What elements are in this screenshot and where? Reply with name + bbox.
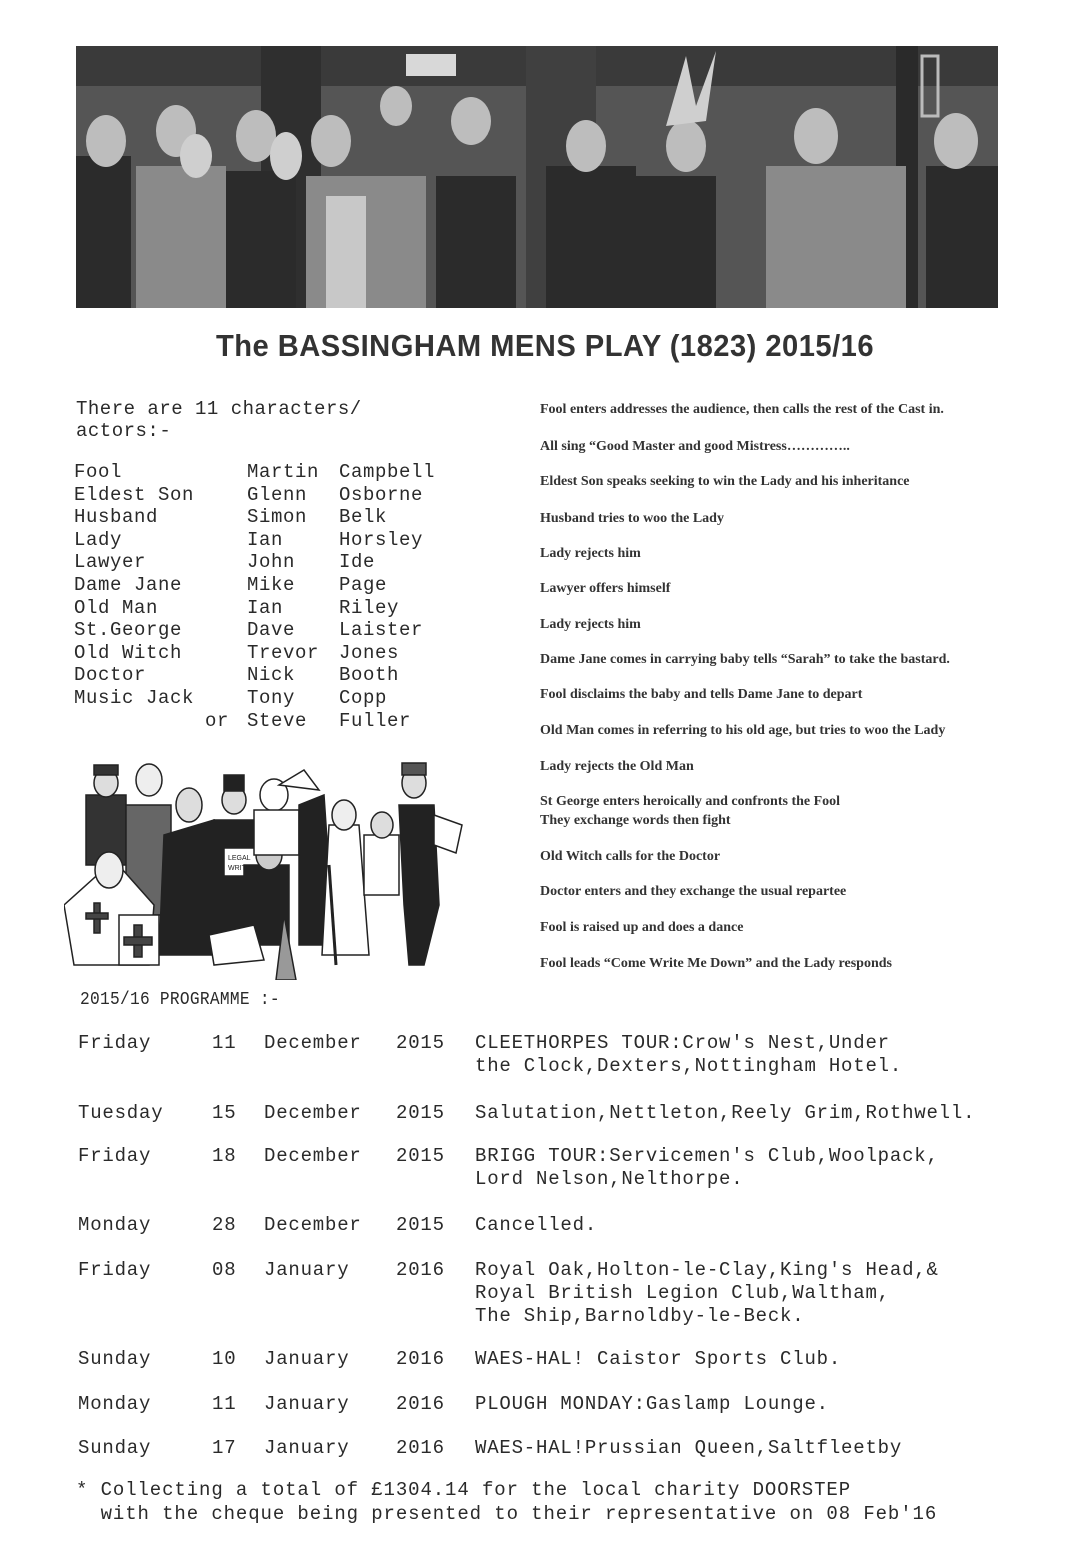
programme-year: 2016	[396, 1259, 445, 1281]
actor-first-name: Dave	[247, 619, 296, 642]
programme-month: December	[264, 1032, 362, 1054]
cast-intro: There are 11 characters/ actors:-	[76, 398, 362, 442]
actor-last-name: Jones	[339, 641, 400, 664]
cast-row	[74, 710, 494, 733]
actor-last-name: Osborne	[339, 483, 424, 506]
cartoon-illustration	[64, 755, 464, 980]
cast-row	[74, 664, 494, 687]
programme-year: 2015	[396, 1214, 445, 1236]
programme-month: December	[264, 1102, 362, 1124]
actor-first-name: Mike	[247, 573, 296, 596]
cast-group-photo	[76, 46, 998, 308]
programme-venue: WAES-HAL! Caistor Sports Club.	[475, 1348, 842, 1370]
cast-role: Fool	[74, 461, 123, 483]
scene-line: They exchange words then fight	[540, 813, 731, 828]
actor-first-name: Trevor	[247, 641, 320, 664]
scene-line: Husband tries to woo the Lady	[540, 511, 724, 526]
programme-venue: Salutation,Nettleton,Reely Grim,Rothwell.	[475, 1102, 976, 1124]
programme-year: 2016	[396, 1437, 445, 1459]
cast-role: Doctor	[74, 664, 147, 687]
scene-line: All sing “Good Master and good Mistress…………..	[540, 439, 850, 454]
legal-writ-sign-text: LEGAL	[228, 855, 251, 862]
programme-date: 17	[212, 1437, 237, 1459]
legal-writ-sign-text: WRIT	[228, 865, 246, 872]
cast-role: Dame Jane	[74, 573, 183, 596]
charity-footnote: * Collecting a total of £1304.14 for the local charity DOORSTEP with the cheque being presented to their representative on 08 Feb'16	[76, 1479, 938, 1525]
scene-line: Lady rejects him	[540, 546, 641, 561]
characters-cartoon	[64, 755, 464, 980]
scene-line: Old Man comes in referring to his old age, but tries to woo the Lady	[540, 723, 946, 738]
programme-day: Monday	[78, 1214, 152, 1236]
scene-line: Fool disclaims the baby and tells Dame Jane to depart	[540, 687, 863, 702]
actor-last-name: Campbell	[339, 461, 436, 483]
scene-line: Old Witch calls for the Doctor	[540, 849, 721, 864]
scene-line: Doctor enters and they exchange the usual repartee	[540, 884, 847, 899]
photo-illustration	[76, 46, 998, 308]
programme-month: January	[264, 1348, 350, 1370]
actor-last-name: Horsley	[339, 528, 424, 551]
cast-row	[74, 461, 494, 484]
cast-row	[74, 619, 494, 642]
programme-heading: 2015/16 PROGRAMME :-	[80, 990, 280, 1010]
programme-date: 11	[212, 1032, 237, 1054]
actor-last-name: Ide	[339, 551, 376, 574]
programme-year: 2016	[396, 1393, 445, 1415]
scene-line: Lady rejects the Old Man	[540, 759, 694, 774]
actor-first-name: Ian	[247, 528, 284, 551]
actor-last-name: Laister	[339, 619, 424, 642]
cast-role: Lawyer	[74, 551, 147, 574]
programme-venue: CLEETHORPES TOUR:Crow's Nest,Under the Clock,Dexters,Nottingham Hotel.	[475, 1032, 903, 1077]
programme-date: 08	[212, 1259, 237, 1281]
scene-line: Eldest Son speaks seeking to win the Lady and his inheritance	[540, 474, 910, 489]
cast-row	[74, 551, 494, 574]
cast-role: Lady	[74, 528, 123, 551]
cast-row	[74, 506, 494, 529]
programme-date: 11	[212, 1393, 237, 1415]
cast-row	[74, 687, 494, 710]
actor-last-name: Copp	[339, 686, 388, 709]
actor-first-name: Tony	[247, 686, 296, 709]
actor-last-name: Fuller	[339, 709, 412, 732]
actor-last-name: Belk	[339, 506, 388, 529]
programme-month: January	[264, 1259, 350, 1281]
page-title: The BASSINGHAM MENS PLAY (1823) 2015/16	[215, 328, 875, 363]
scene-line: Fool enters addresses the audience, then calls the rest of the Cast in.	[540, 402, 944, 417]
programme-day: Friday	[78, 1032, 152, 1054]
programme-date: 10	[212, 1348, 237, 1370]
cast-alternate-or: or	[205, 709, 230, 732]
actor-first-name: Simon	[247, 506, 308, 529]
programme-date: 18	[212, 1145, 237, 1167]
actor-last-name: Page	[339, 573, 388, 596]
programme-day: Friday	[78, 1145, 152, 1167]
programme-day: Sunday	[78, 1348, 152, 1370]
programme-month: December	[264, 1214, 362, 1236]
actor-first-name: Steve	[247, 709, 308, 732]
actor-last-name: Riley	[339, 596, 400, 619]
programme-venue: WAES-HAL!Prussian Queen,Saltfleetby	[475, 1437, 903, 1459]
cast-role: Old Witch	[74, 641, 183, 664]
programme-month: December	[264, 1145, 362, 1167]
programme-venue: Cancelled.	[475, 1214, 598, 1236]
scene-line: Lady rejects him	[540, 617, 641, 632]
scene-line: Lawyer offers himself	[540, 581, 671, 596]
programme-year: 2016	[396, 1348, 445, 1370]
cast-role: Old Man	[74, 596, 159, 619]
scene-line: Fool leads “Come Write Me Down” and the Lady responds	[540, 956, 892, 971]
programme-venue: BRIGG TOUR:Servicemen's Club,Woolpack, Lord Nelson,Nelthorpe.	[475, 1145, 939, 1190]
actor-first-name: John	[247, 551, 296, 574]
cast-row	[74, 597, 494, 620]
cast-row	[74, 574, 494, 597]
programme-year: 2015	[396, 1145, 445, 1167]
programme-venue: PLOUGH MONDAY:Gaslamp Lounge.	[475, 1393, 829, 1415]
programme-day: Sunday	[78, 1437, 152, 1459]
actor-first-name: Nick	[247, 664, 296, 687]
programme-year: 2015	[396, 1032, 445, 1054]
programme-day: Monday	[78, 1393, 152, 1415]
programme-year: 2015	[396, 1102, 445, 1124]
cast-role: Husband	[74, 506, 159, 529]
cast-list	[74, 461, 494, 732]
cast-role: St.George	[74, 619, 183, 642]
actor-first-name: Martin	[247, 461, 320, 483]
programme-month: January	[264, 1393, 350, 1415]
scene-line: Dame Jane comes in carrying baby tells “Sarah” to take the bastard.	[540, 652, 950, 667]
programme-venue: Royal Oak,Holton-le-Clay,King's Head,& Royal British Legion Club,Waltham, The Ship,Barnoldby-le-Beck.	[475, 1259, 939, 1327]
cast-row	[74, 484, 494, 507]
scene-line: Fool is raised up and does a dance	[540, 920, 744, 935]
actor-first-name: Ian	[247, 596, 284, 619]
cast-role: Music Jack	[74, 686, 195, 709]
programme-day: Tuesday	[78, 1102, 164, 1124]
actor-first-name: Glenn	[247, 483, 308, 506]
programme-month: January	[264, 1437, 350, 1459]
actor-last-name: Booth	[339, 664, 400, 687]
cast-row	[74, 529, 494, 552]
programme-date: 28	[212, 1214, 237, 1236]
programme-date: 15	[212, 1102, 237, 1124]
cast-row	[74, 642, 494, 665]
scene-line: St George enters heroically and confronts the Fool	[540, 794, 841, 809]
cast-role: Eldest Son	[74, 483, 195, 506]
programme-day: Friday	[78, 1259, 152, 1281]
